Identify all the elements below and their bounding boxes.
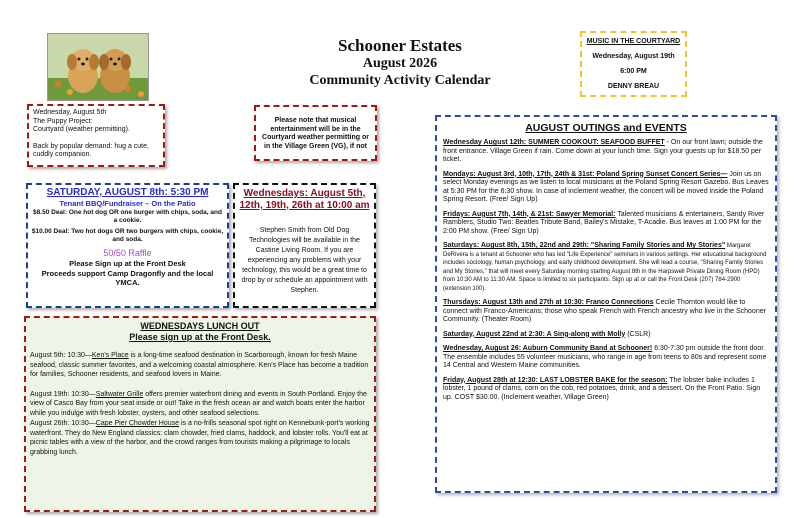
puppy-location: Courtyard (weather permitting). (33, 126, 130, 133)
lunch-place: Saltwater Grille (95, 390, 144, 398)
bbq-deal-1: $8.50 Deal: One hot dog OR one burger with chips, soda, and a cookie. (33, 209, 222, 224)
lunch-item (30, 419, 370, 457)
event-text: Cecile Thornton would like to connect with Franco-Americans; those who speak French with French ancestry who live in the Schooner Community. (Theater Room) (443, 299, 766, 323)
event-text: (CSLR) (625, 330, 651, 338)
outings-heading: AUGUST OUTINGS and EVENTS (525, 122, 687, 134)
bbq-fundraiser-box (26, 183, 229, 308)
event-item (443, 211, 769, 237)
event-label: Wednesday, August 26: Auburn Community Band at Schooner! (443, 345, 653, 352)
music-note-box (254, 105, 377, 161)
lunch-text: is a no-frills seasonal spot right on Kennebunk-port's working waterfront. They do New England classics: clam chowder, fried clams, haddock, and lobster rolls. You'll eat at picnic tables with a view of the harbor, and the crowd ranges from tourists making a pilgrimage to locals grabbing lunch. (30, 420, 370, 456)
event-text: Margaret DeRivera is a tenant at Schooner who has led "Life Experience" seminars in various settings. Her educational background includes sociology, human psychology, and early childhood development. She will lead a course, "Sharing Family Stories and My Stories," that will meet every Saturday morning starting August 8th in the Harpswell Private Dining Room (HPD) from 10:30 AM to 11:30 AM. Space is limited to six participants. Sign up at or call the Front Desk (207) 784-2900 (extension 100). (443, 243, 767, 292)
event-item (443, 331, 769, 340)
event-text: The lobster bake includes 1 lobster, 1 pound of clams, corn on the cob, red potatoes, drink, and a dessert. On the Front Patio. Sign up. COST $30.00. (Inclement weather, Village Green) (443, 376, 761, 401)
music-performer: DENNY BREAU (607, 83, 660, 90)
puppy-title: The Puppy Project: (33, 117, 93, 125)
event-item (443, 242, 769, 293)
page-title-block (280, 36, 520, 89)
lunch-when: August 5th: 10:30— (30, 352, 92, 359)
bbq-signup: Please Sign up at the Front Desk (69, 259, 186, 268)
event-item (443, 377, 769, 403)
tech-help-heading: Wednesdays: August 5th, 12th, 19th, 26th at 10:00 am (239, 188, 370, 211)
puppy-description: Back by popular demand: hug a cute, cuddly companion. (33, 142, 149, 158)
event-text: 6:30-7:30 pm outside the front door. The ensemble includes 55 volunteer musicians, who range in age from teens to 80s and represent some 14 Central and Western Maine communities. (443, 345, 767, 369)
bbq-proceeds: Proceeds support Camp Dragonfly and the local YMCA. (41, 268, 214, 287)
event-label: Mondays: August 3rd, 10th, 17th, 24th & 31st: Poland Spring Sunset Concert Series— (443, 170, 728, 178)
lunch-text: is a long-time seafood destination in Scarborough, known for fresh Maine seafood, classic summer favorites, and a welcoming coastal atmosphere. Ken's Place has become a tradition for families, Schooner residents, and seafood lovers in Maine. (30, 352, 369, 378)
lunch-place: Ken's Place (91, 352, 129, 359)
event-text: Join us on select Monday evenings as we listen to local musicians at the Poland Spring Resort Gazebo. Bus Leaves at 5:30 PM for the 6:30 show. In case of inclement weather, the concert will be moved inside the Poland Spring Resort. (Free/ Sign Up) (443, 170, 769, 203)
tech-help-box (233, 183, 376, 308)
bbq-raffle: 50/50 Raffle (103, 248, 152, 258)
puppy-project-box (27, 104, 165, 167)
event-label: Fridays: August 7th, 14th, & 21st: Sawyer Memorial: (443, 210, 616, 218)
lunch-item (30, 390, 370, 419)
lunch-out-box (24, 316, 376, 512)
event-text: Talented musicians & entertainers, Sandy River Ramblers, Studio Two: Beatles Tribute Band, Bailey's Mistake, T-Acadie. Bus leaves at 1:00 PM for the 2:00 PM show. (Free/ Sign Up) (443, 210, 765, 235)
music-note-text: Please note that musical entertainment will be in the Courtyard weather permitting or in the Village Green (VG), if not (262, 117, 369, 150)
puppies-image (47, 33, 149, 101)
event-label: Saturday, August 22nd at 2:30: A Sing-along with Molly (443, 330, 626, 338)
bbq-heading: SATURDAY, AUGUST 8th: 5:30 PM (46, 187, 209, 198)
lunch-when: August 19th: 10:30— (30, 390, 96, 398)
event-item (443, 345, 769, 371)
music-title: MUSIC IN THE COURTYARD (586, 38, 681, 45)
bbq-subheading: Tenant BBQ/Fundraiser – On the Patio (59, 199, 196, 208)
lunch-when: August 26th: 10:30— (30, 420, 96, 427)
event-label: Thursdays: August 13th and 27th at 10:30: Franco Connections (443, 299, 654, 306)
event-label: Saturdays: August 8th, 15th, 22nd and 29th: "Sharing Family Stories and My Stories" (443, 242, 726, 249)
lunch-item (30, 351, 370, 380)
puppy-date: Wednesday, August 5th (33, 109, 107, 116)
tech-help-text: Stephen Smith from Old Dog Technologies will be available in the Castine Living Room. If you are experiencing any problems with your technology, this would be a great time to drop by or schedule an appointment with Stephen. (241, 227, 368, 294)
event-label: Wednesday August 12th: SUMMER COOKOUT: SEAFOOD BUFFET (443, 139, 665, 146)
event-item (443, 171, 769, 205)
puppies-illustration (48, 34, 149, 101)
music-date: Wednesday, August 19th (592, 53, 675, 60)
music-time: 6:00 PM (620, 68, 647, 75)
bbq-deal-2: $10.00 Deal: Two hot dogs OR two burgers with chips, cookie, and soda. (31, 228, 224, 243)
lunch-place: Cape Pier Chowder House (95, 420, 180, 427)
event-item (443, 299, 769, 325)
outings-events-box (435, 115, 777, 493)
page-subtitle-2: Community Activity Calendar (309, 73, 491, 88)
lunch-signup: Please sign up at the Front Desk. (129, 332, 271, 342)
lunch-text: offers premier waterfront dining and events in South Portland. Enjoy the view of Casco Bay from your seat inside or out! Take in the fresh ocean air and watch boats enter the harbor while you indulge with fresh lobster, oysters, and other seafood selections. (30, 390, 367, 417)
lunch-heading: WEDNESDAYS LUNCH OUT (140, 321, 260, 331)
page-subtitle: August 2026 (362, 56, 438, 71)
event-item (443, 139, 769, 165)
event-label: Friday, August 28th at 12:30: LAST LOBSTER BAKE for the season: (443, 376, 668, 384)
page-title: Schooner Estates (338, 36, 462, 55)
music-courtyard-box (580, 31, 687, 97)
event-text: - On our front lawn; outside the front entrance. Village Green if rain. Come down at your lunch time. Sign your guests up for $18.50 per ticket. (443, 139, 763, 163)
